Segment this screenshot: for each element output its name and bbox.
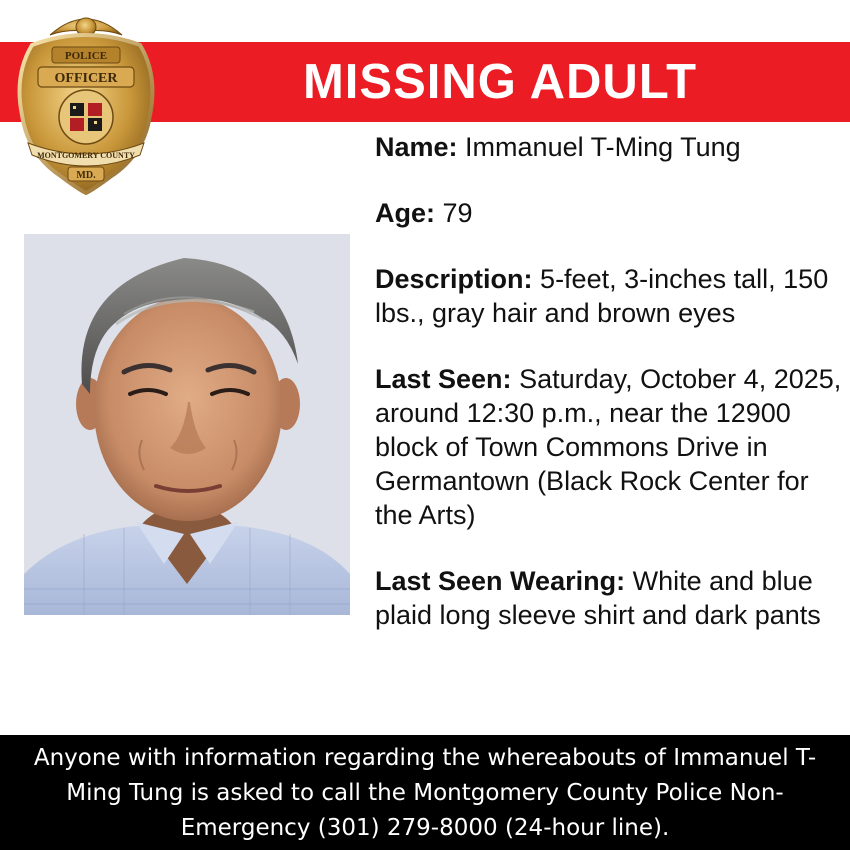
badge-ribbon-text: MONTGOMERY COUNTY: [37, 151, 135, 160]
last-seen-field: [375, 362, 845, 532]
badge-center-text: OFFICER: [54, 71, 118, 86]
last-seen-value: Saturday, October 4, 2025, around 12:30 p.m., near the 12900 block of Town Commons Drive in Germantown (Black Rock Center for the Arts): [375, 364, 842, 530]
page-title: MISSING ADULT: [302, 55, 698, 109]
missing-person-details: [375, 130, 845, 664]
badge-bottom-text: MD.: [76, 170, 96, 181]
description-field: [375, 262, 845, 330]
description-label: Description:: [375, 264, 533, 294]
last-seen-wearing-label: Last Seen Wearing:: [375, 566, 626, 596]
contact-footer: [0, 735, 850, 850]
description-value: 5-feet, 3-inches tall, 150 lbs., gray hair and brown eyes: [375, 264, 829, 328]
last-seen-wearing-value: White and blue plaid long sleeve shirt and dark pants: [375, 566, 821, 630]
name-value: Immanuel T-Ming Tung: [465, 132, 741, 162]
age-label: Age:: [375, 198, 435, 228]
missing-person-photo: [24, 234, 350, 615]
last-seen-label: Last Seen:: [375, 364, 512, 394]
age-value: 79: [442, 198, 473, 228]
last-seen-wearing-field: [375, 564, 845, 632]
age-field: [375, 196, 845, 230]
name-field: [375, 130, 845, 164]
name-label: Name:: [375, 132, 458, 162]
contact-message: Anyone with information regarding the whereabouts of Immanuel T-Ming Tung is asked to call the Montgomery County Police Non-Emergency (301) 279-8000 (24-hour line).: [33, 745, 817, 841]
badge-top-text: POLICE: [64, 50, 108, 62]
police-badge-logo: [10, 5, 162, 195]
